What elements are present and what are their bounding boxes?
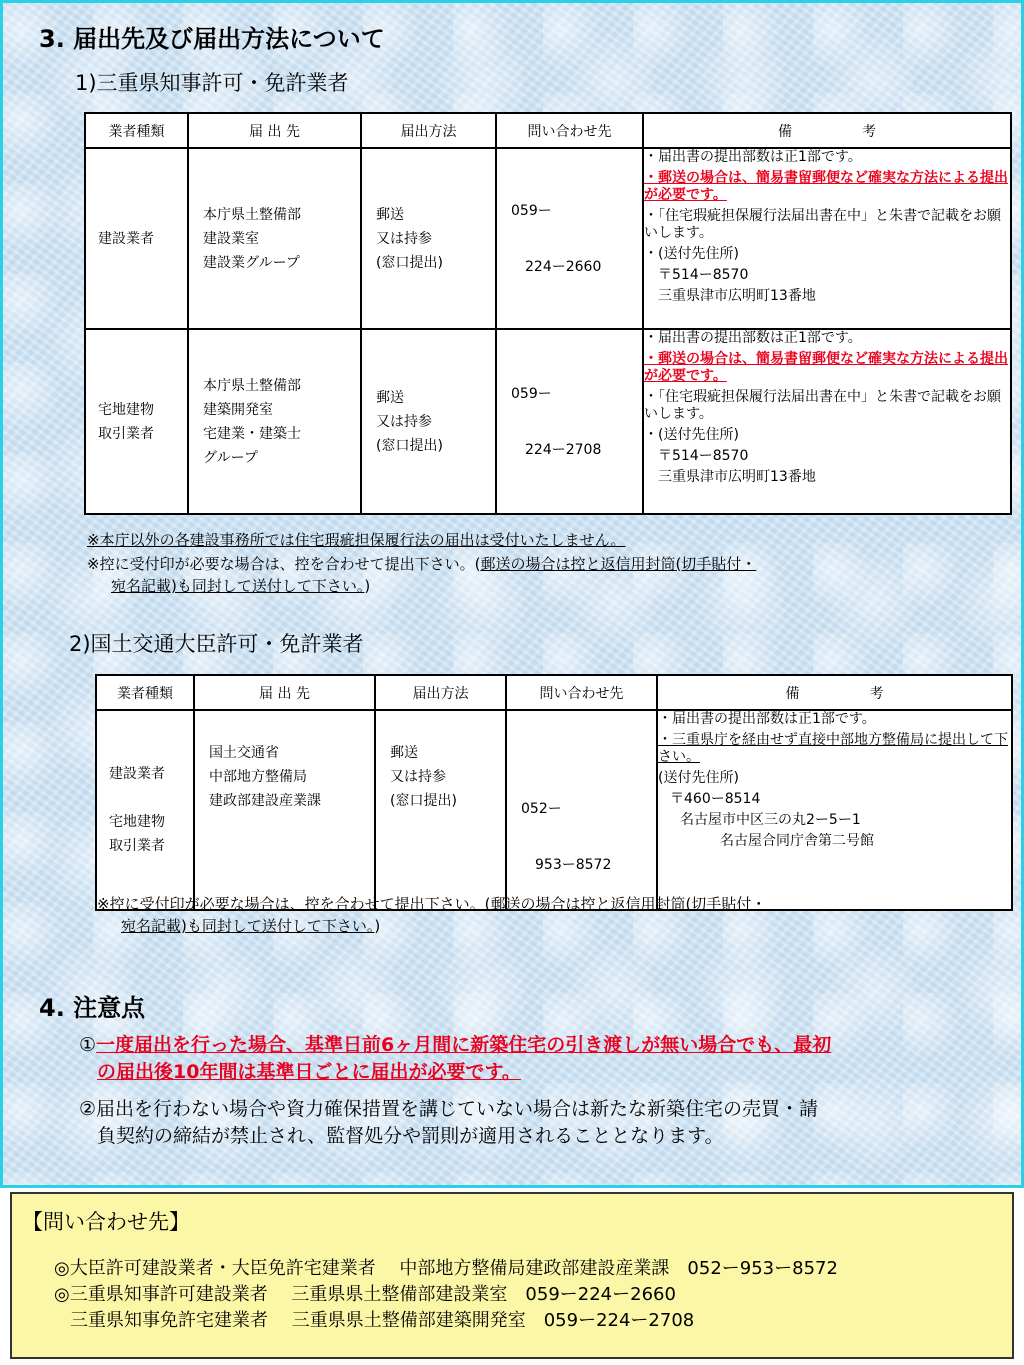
section3-sub2: 2)国土交通大臣許可・免許業者: [69, 632, 364, 656]
point-1: [79, 1032, 959, 1086]
remark-line: ・「住宅瑕疵担保履行法届出書在中」と朱書で記載をお願いします。: [644, 208, 1001, 241]
point-1-number: ①: [79, 1034, 97, 1056]
cell-method: [375, 710, 506, 910]
remark-line: ・(送付先住所): [644, 427, 739, 443]
table-row: [85, 148, 1011, 329]
type-line: 取引業者: [109, 838, 165, 854]
dest-line: グループ: [203, 449, 258, 466]
remark-line-underlined: ・三重県庁を経由せず直接中部地方整備局に提出して下さい。: [658, 732, 1008, 765]
contact-title: 【問い合わせ先】: [22, 1210, 190, 1234]
remark-line: ・(送付先住所): [644, 246, 739, 262]
type-line: 建設業者: [98, 230, 154, 247]
remark-line-red: ・郵送の場合は、簡易書留郵便など確実な方法による提出が必要です。: [644, 351, 1008, 384]
remark-line: ・届出書の提出部数は正1部です。: [644, 149, 862, 165]
contact-line-1: ◎大臣許可建設業者・大臣免許宅建業者 中部地方整備局建政部建設産業課 052ー953ー8572: [54, 1258, 838, 1279]
note-2: [87, 553, 967, 597]
dest-line: 建設業グループ: [203, 254, 300, 271]
table-row: [96, 710, 1012, 910]
remark-line: ・届出書の提出部数は正1部です。: [644, 330, 862, 346]
point-1-text: の届出後10年間は基準日ごとに届出が必要です。: [97, 1061, 521, 1083]
header-method: 届出方法: [375, 675, 506, 710]
note-2-underlined: 郵送の場合は控と返信用封筒(切手貼付・: [480, 555, 757, 573]
cell-dest: [188, 329, 361, 514]
header-method: 届出方法: [361, 113, 496, 148]
cell-dest: [194, 710, 375, 910]
dest-line: 建設業室: [203, 230, 259, 247]
contact-line: 059ー: [511, 385, 552, 402]
type-line: 宅地建物: [109, 814, 165, 830]
section3-sub1: 1)三重県知事許可・免許業者: [75, 71, 349, 95]
remark-line: 〒514ー8570: [658, 448, 749, 464]
section3-title: 3. 届出先及び届出方法について: [39, 25, 385, 53]
cell-remarks: [643, 329, 1011, 514]
header-dest: 届 出 先: [188, 113, 361, 148]
contact-line: 953ー8572: [521, 857, 612, 873]
note-3: [97, 893, 997, 937]
note-2-underlined: 宛名記載)も同封して送付して下さい。: [111, 577, 365, 595]
remark-line: 〒514ー8570: [658, 267, 749, 283]
contact-line: 224ー2708: [511, 441, 602, 458]
header-contact: 問い合わせ先: [496, 113, 643, 148]
remark-line: (送付先住所): [658, 770, 739, 786]
dest-line: 中部地方整備局: [209, 769, 307, 785]
cell-type: [85, 148, 188, 329]
note-2-text: ※控に受付印が必要な場合は、控を合わせて提出下さい。(: [87, 555, 481, 573]
cell-method: [361, 329, 496, 514]
method-line: 郵送: [376, 206, 404, 223]
method-line: (窓口提出): [390, 793, 457, 809]
contact-line: 224ー2660: [511, 258, 602, 275]
header-remarks: 備 考: [657, 675, 1012, 710]
note-1-text: ※本庁以外の各建設事務所では住宅瑕疵担保履行法の届出は受付いたしません。: [87, 531, 626, 549]
dest-line: 建築開発室: [203, 401, 273, 418]
method-line: 郵送: [376, 389, 404, 406]
remark-line: ・「住宅瑕疵担保履行法届出書在中」と朱書で記載をお願いします。: [644, 389, 1001, 422]
dest-line: 国土交通省: [209, 745, 279, 761]
cell-dest: [188, 148, 361, 329]
note-2-text: ): [364, 577, 371, 595]
table-prefecture: [84, 112, 1012, 515]
contact-line: 059ー: [511, 202, 552, 219]
remark-line: 名古屋市中区三の丸2ー5ー1: [680, 812, 861, 828]
remark-line-red: ・郵送の場合は、簡易書留郵便など確実な方法による提出が必要です。: [644, 170, 1008, 203]
cell-contact: [496, 148, 643, 329]
dest-line: 建政部建設産業課: [209, 793, 321, 809]
dest-line: 本庁県土整備部: [203, 206, 301, 223]
cell-method: [361, 148, 496, 329]
contact-box: [10, 1192, 1014, 1359]
table-row: [85, 329, 1011, 514]
note-1: [87, 529, 625, 551]
remark-line: ・届出書の提出部数は正1部です。: [658, 711, 876, 727]
method-line: 又は持参: [376, 413, 432, 430]
table-national: [95, 674, 1013, 911]
type-line: 宅地建物: [98, 401, 154, 418]
header-contact: 問い合わせ先: [506, 675, 657, 710]
remark-line: 名古屋合同庁舎第二号館: [720, 833, 874, 849]
remark-line: 〒460ー8514: [670, 791, 761, 807]
table-header-row: [96, 675, 1012, 710]
cell-contact: [506, 710, 657, 910]
cell-remarks: [643, 148, 1011, 329]
contact-line-2: ◎三重県知事許可建設業者 三重県県土整備部建設業室 059ー224ー2660: [54, 1284, 676, 1305]
remark-line: 三重県津市広明町13番地: [658, 469, 816, 485]
dest-line: 宅建業・建築士: [203, 425, 301, 442]
cell-type: [85, 329, 188, 514]
header-remarks: 備 考: [643, 113, 1011, 148]
point-2-text: 負契約の締結が禁止され、監督処分や罰則が適用されることとなります。: [97, 1125, 724, 1147]
type-spacer: [109, 786, 193, 810]
note-3-text: ※控に受付印が必要な場合は、控を合わせて提出下さい。(: [97, 895, 491, 913]
note-3-text: ): [374, 917, 381, 935]
method-line: 又は持参: [376, 230, 432, 247]
section4-title: 4. 注意点: [39, 994, 146, 1022]
type-line: 取引業者: [98, 425, 154, 442]
header-type: 業者種類: [85, 113, 188, 148]
dest-line: 本庁県土整備部: [203, 377, 301, 394]
method-line: 郵送: [390, 745, 418, 761]
contact-line: 052ー: [521, 801, 562, 817]
remark-line: 三重県津市広明町13番地: [658, 288, 816, 304]
cell-type: [96, 710, 194, 910]
point-2-text: ②届出を行わない場合や資力確保措置を講じていない場合は新たな新築住宅の売買・請: [79, 1098, 819, 1120]
cell-remarks: [657, 710, 1012, 910]
cell-contact: [496, 329, 643, 514]
table-header-row: [85, 113, 1011, 148]
method-line: (窓口提出): [376, 254, 443, 271]
method-line: 又は持参: [390, 769, 446, 785]
type-line: 建設業者: [109, 766, 165, 782]
point-1-text: 一度届出を行った場合、基準日前6ヶ月間に新築住宅の引き渡しが無い場合でも、最初: [96, 1034, 832, 1056]
note-3-underlined: 宛名記載)も同封して送付して下さい。: [121, 917, 375, 935]
method-line: (窓口提出): [376, 437, 443, 454]
point-2: [79, 1096, 959, 1150]
header-type: 業者種類: [96, 675, 194, 710]
contact-line-3: 三重県知事免許宅建業者 三重県県土整備部建築開発室 059ー224ー2708: [70, 1310, 695, 1331]
header-dest: 届 出 先: [194, 675, 375, 710]
note-3-underlined: 郵送の場合は控と返信用封筒(切手貼付・: [490, 895, 767, 913]
